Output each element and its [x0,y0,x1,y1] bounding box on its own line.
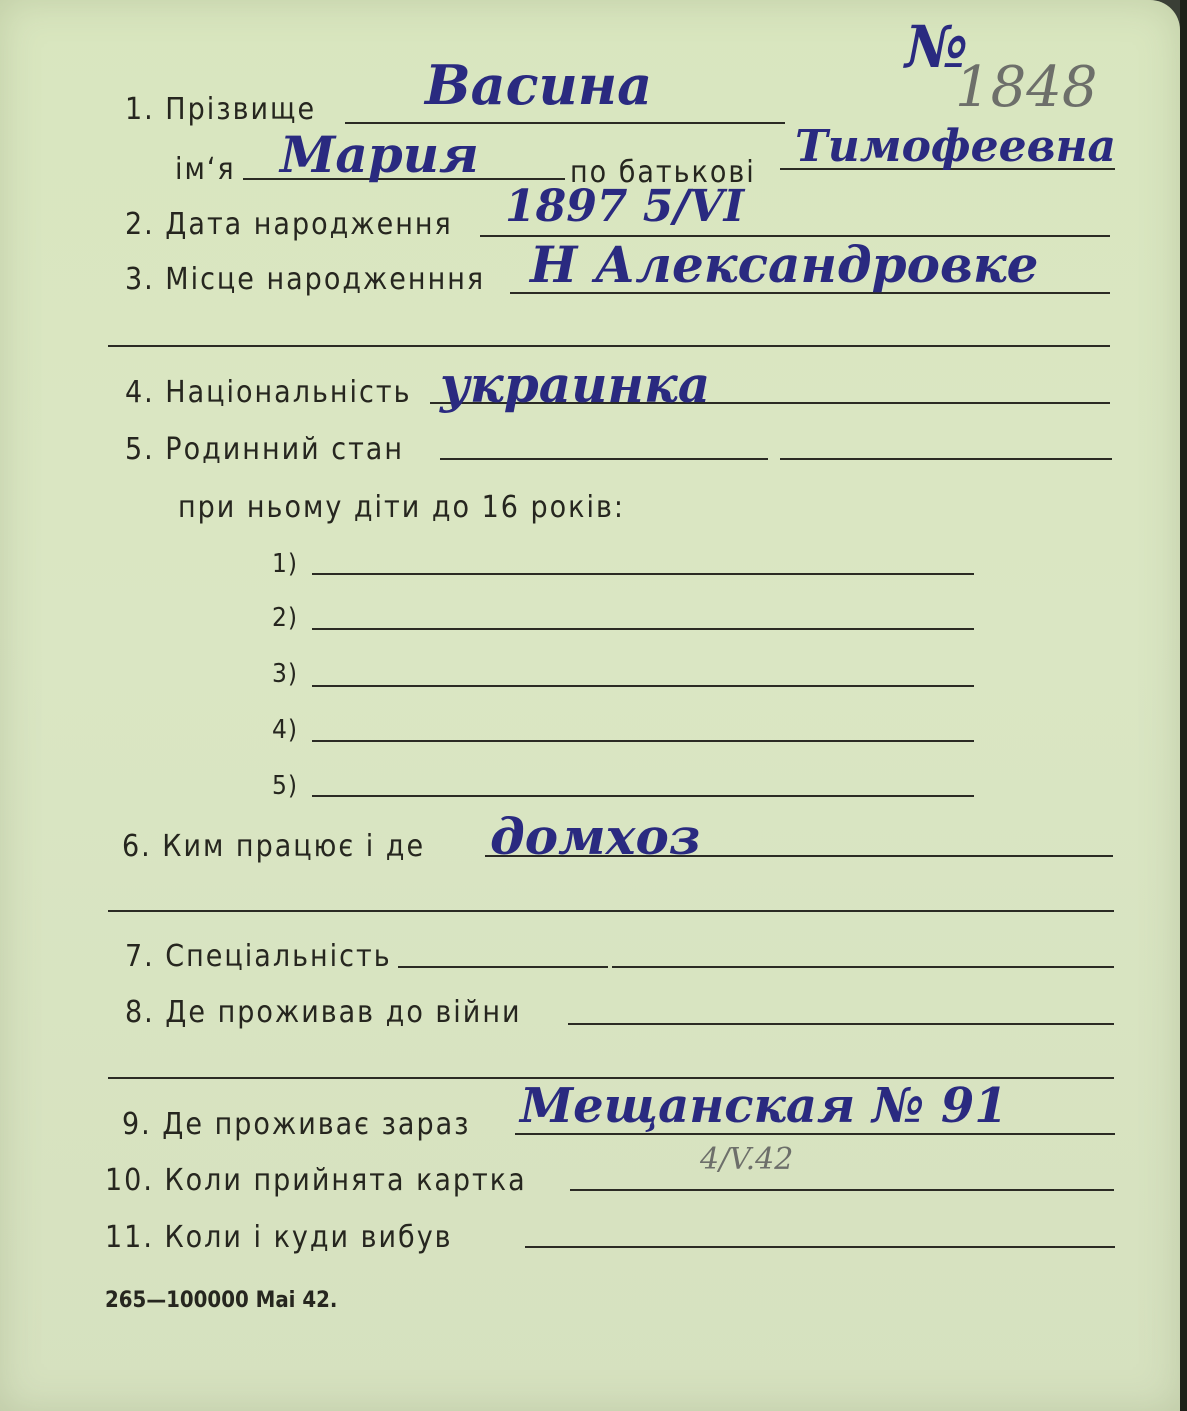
card-number: 1848 [955,55,1098,120]
occupation-continuation-line [108,910,1114,912]
specialty-line-2 [612,966,1114,968]
name-value: Мария [280,125,479,184]
surname-label: 1. Прізвище [125,92,317,127]
current-residence-label: 9. Де проживає зараз [122,1107,471,1142]
occupation-value: домхоз [490,807,701,866]
birth-place-continuation-line [108,345,1110,347]
card-number-prefix: № [905,13,969,81]
marital-status-line-1 [440,458,768,460]
child-2-line [312,628,974,630]
child-4-label: 4) [272,715,299,745]
child-5-label: 5) [272,771,299,801]
surname-value: Васина [425,53,653,117]
children-label: при ньому діти до 16 років: [178,490,625,525]
child-2-label: 2) [272,603,299,633]
child-3-line [312,685,974,687]
specialty-label: 7. Спеціальність [125,939,392,974]
child-3-label: 3) [272,659,299,689]
marital-status-label: 5. Родинний стан [125,432,404,467]
marital-status-line-2 [780,458,1112,460]
card-edge-shadow [1180,0,1187,1411]
surname-line [345,122,785,124]
nationality-value: украинка [440,355,711,414]
child-1-line [312,573,974,575]
departed-line [525,1246,1115,1248]
patronymic-value: Тимофеевна [795,121,1117,172]
card-accepted-line [570,1189,1114,1191]
prewar-residence-label: 8. Де проживав до війни [125,995,522,1030]
name-label: ім‘я [175,152,236,187]
patronymic-label: по батькові [570,155,756,190]
nationality-label: 4. Національність [125,375,412,410]
card-accepted-value: 4/V.42 [700,1142,794,1177]
occupation-label: 6. Ким працює і де [122,829,426,864]
print-code: 265—100000 Mai 42. [105,1288,338,1313]
birth-date-label: 2. Дата народження [125,207,453,242]
specialty-line-1 [398,966,608,968]
current-residence-value: Мещанская № 91 [520,1078,1008,1134]
child-5-line [312,795,974,797]
card-accepted-label: 10. Коли прийнята картка [105,1163,527,1198]
child-4-line [312,740,974,742]
birth-place-label: 3. Місце народженння [125,262,486,297]
birth-place-value: Н Александровке [530,235,1039,294]
departed-label: 11. Коли і куди вибув [105,1220,453,1255]
birth-date-value: 1897 5/VI [505,181,745,232]
prewar-residence-line [568,1023,1114,1025]
child-1-label: 1) [272,549,299,579]
